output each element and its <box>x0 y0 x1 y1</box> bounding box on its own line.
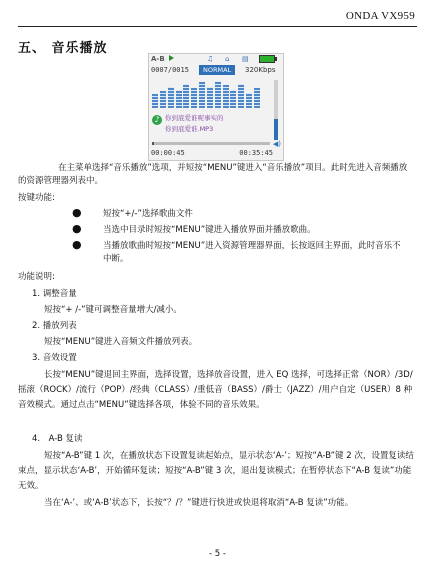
card-icon: ▤ <box>242 55 249 63</box>
play-icon <box>169 55 174 61</box>
lyric-area <box>152 111 260 137</box>
function-4-body: 短按“A-B”键 1 次，在播放状态下设置复读起始点，显示状态‘A-’；短按“A-B”键 2 次，设置复读结束点，显示状态‘A-B’，开始循环复读；短按“A-B”键 3 次，退出复读模式；在暂停状态下“A-B 复读”功能无效。 <box>18 451 414 491</box>
progress-bar <box>152 142 270 145</box>
operations-title: 按键功能: <box>18 193 55 203</box>
product-name: ONDA VX959 <box>345 10 415 22</box>
function-4-note: 当在‘A-’、或‘A-B’状态下，长按“？/？”键进行快进或快退将取消“A-B 复读”功能。 <box>44 498 354 508</box>
equalizer-bar <box>160 91 166 108</box>
lyric-line-1: 你到底爱谁呢事实的 <box>165 114 224 122</box>
volume-level <box>274 119 278 140</box>
lyric-line-2: 你到底爱谁.MP3 <box>165 125 214 133</box>
function-2-body: 短按“MENU”键进入音频文件播放列表。 <box>44 337 198 347</box>
equalizer-bar <box>238 84 244 108</box>
player-info-row <box>149 66 283 76</box>
equalizer-bar <box>246 93 252 108</box>
equalizer-bar <box>215 81 221 108</box>
operation-bullet-3: 当播放歌曲时短按“MENU”进入资源管理器界面，长按返回主界面，此时音乐不中断。 <box>103 241 401 264</box>
function-1-body: 短按“+ /-”键可调整音量增大/减小。 <box>44 305 182 315</box>
player-screenshot <box>148 53 284 161</box>
function-3-body: 长按“MENU”键退回主界面，选择设置，选择放音设置，进入 EQ 选择，可选择正常（NOR）/3D/摇滚（ROCK）/流行（POP）/经典（CLASS）/重低音（BASS）/爵士（JAZZ）/用户自定（USER）8 种音效模式。通过点击“MENU”键选择各项，体验不同的音乐效果。 <box>18 370 413 410</box>
music-note-icon: ♪ <box>152 115 162 125</box>
intro-paragraph: 在主菜单选择“音乐播放”选项，并短按“MENU”键进入“音乐播放”项目。此时先进入音频播放的资源管理器列表中。 <box>18 163 408 186</box>
equalizer-bar <box>199 82 205 108</box>
operation-bullet-1: 短按“+/-”选择歌曲文件 <box>103 209 193 219</box>
equalizer-bar <box>191 88 197 108</box>
function-1-title: 1. 调整音量 <box>32 289 77 299</box>
equalizer-bar <box>183 84 189 108</box>
progress-fill <box>152 142 154 145</box>
ab-repeat-icon: A-B <box>151 55 165 63</box>
page-number: - 5 - <box>209 549 226 559</box>
operation-bullet-2: 当选中目录时短按“MENU”键进入播放界面并播放歌曲。 <box>103 225 316 235</box>
equalizer-bar <box>168 87 174 108</box>
functions-title: 功能说明: <box>18 272 55 282</box>
bullet-marker: ● <box>72 206 82 219</box>
equalizer-bar <box>254 88 260 108</box>
function-3-title: 3. 音效设置 <box>32 353 77 363</box>
bitrate: 320Kbps <box>245 66 276 74</box>
speaker-icon: ◀) <box>272 140 281 148</box>
header-divider <box>18 26 417 27</box>
equalizer-visualizer <box>152 78 260 108</box>
equalizer-bar <box>230 90 236 108</box>
section-heading: 五、 音乐播放 <box>18 41 108 56</box>
equalizer-bar <box>176 90 182 108</box>
elapsed-time: 00:00:45 <box>151 149 185 157</box>
battery-icon <box>259 55 275 63</box>
total-time: 00:35:45 <box>239 149 273 157</box>
bullet-marker: ● <box>72 238 82 251</box>
function-4-title: 4. A-B 复读 <box>32 434 83 444</box>
player-status-bar <box>149 54 283 64</box>
eq-icon: ♫ <box>207 55 214 63</box>
equalizer-bar <box>223 85 229 108</box>
play-mode-badge: NORMAL <box>199 65 235 75</box>
track-counter: 0007/0015 <box>151 66 189 74</box>
function-2-title: 2. 播放列表 <box>32 321 77 331</box>
bullet-marker: ● <box>72 222 82 235</box>
lock-icon: ⌂ <box>225 55 230 63</box>
equalizer-bar <box>207 87 213 108</box>
equalizer-bar <box>152 94 158 108</box>
volume-bar <box>274 80 278 140</box>
